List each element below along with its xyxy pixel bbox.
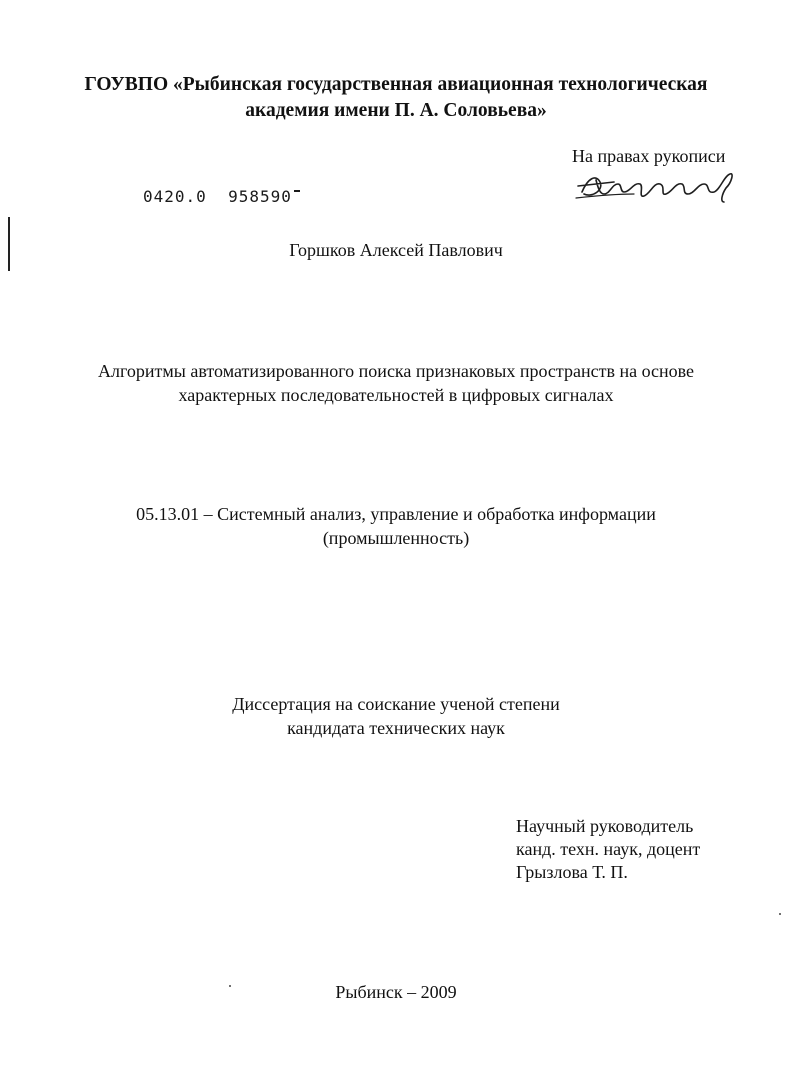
stamp-number	[143, 187, 300, 206]
degree-line-2: кандидата технических наук	[287, 718, 505, 738]
manuscript-note: На правах рукописи	[572, 146, 726, 166]
specialty-line-1: 05.13.01 – Системный анализ, управление и обработка информации	[136, 504, 656, 524]
author-name: Горшков Алексей Павлович	[289, 240, 503, 260]
title-line-2: характерных последовательностей в цифровых сигналах	[178, 385, 614, 405]
title-line-1: Алгоритмы автоматизированного поиска признаковых пространств на основе	[97, 361, 695, 381]
supervisor-label: Научный руководитель	[516, 816, 694, 836]
stamp-part-2: 958590	[228, 187, 292, 206]
institution-line-1: ГОУВПО «Рыбинская государственная авиационная технологическая	[84, 74, 708, 95]
specialty-line-2: (промышленность)	[322, 528, 470, 548]
scan-speck	[779, 913, 781, 915]
stamp-part-1: 0420.0	[143, 187, 207, 206]
stamp-tick-mark	[294, 190, 300, 192]
degree-line-1: Диссертация на соискание ученой степени	[232, 694, 560, 714]
supervisor-degree: канд. техн. наук, доцент	[516, 839, 701, 859]
signature-icon	[574, 168, 740, 208]
supervisor-name: Грызлова Т. П.	[516, 862, 628, 882]
institution-line-2: академия имени П. А. Соловьева»	[245, 100, 547, 121]
city-year: Рыбинск – 2009	[335, 982, 457, 1002]
